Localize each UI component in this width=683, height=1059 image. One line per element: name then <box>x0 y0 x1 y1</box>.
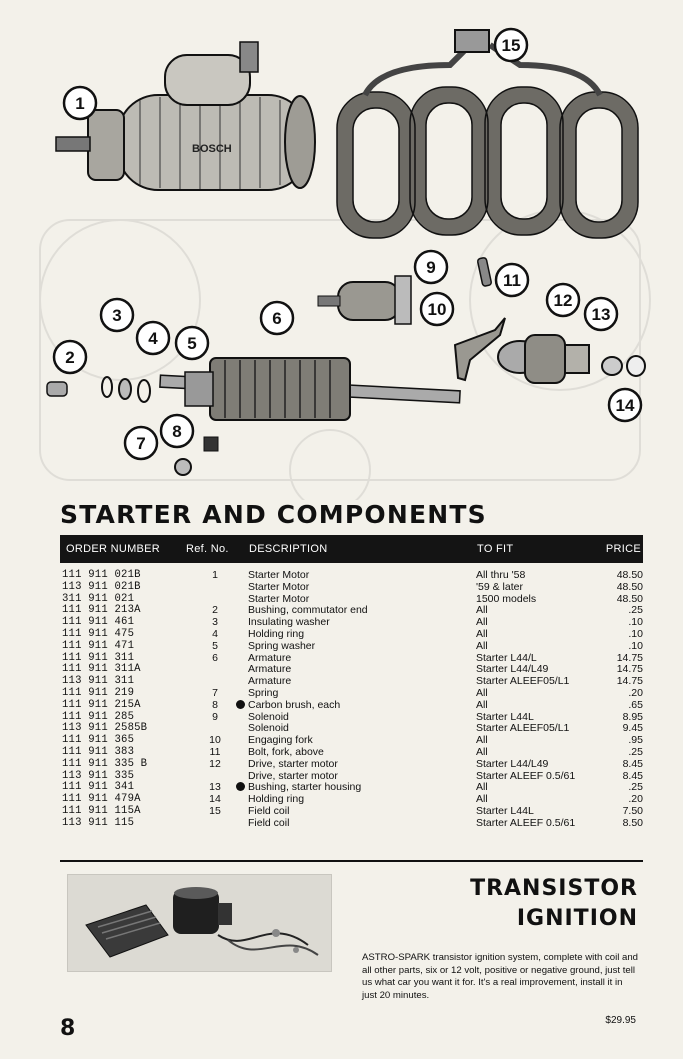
ref-no-cell: 13 <box>209 781 221 794</box>
section-divider <box>60 860 643 862</box>
engaging-fork-drawing <box>455 318 505 380</box>
ad-description: ASTRO-SPARK transistor ignition system, complete with coil and all other parts, six or 12 volt, positive or negative ground, just tell us what car you want it for. It's a real improvement, install it in just 20 minutes. <box>362 952 639 1001</box>
description-cell: Holding ring <box>248 793 305 806</box>
ref-no-cell: 15 <box>209 804 221 817</box>
order-number-cell: 111 911 285 <box>62 710 135 723</box>
to-fit-cell: All <box>476 686 488 699</box>
description-cell: Bushing, commutator end <box>248 604 368 617</box>
price-cell: 14.75 <box>616 651 643 664</box>
solenoid-drawing <box>318 276 411 324</box>
table-row <box>60 759 643 771</box>
price-cell: .95 <box>628 734 643 747</box>
table-row <box>60 570 643 582</box>
table-row <box>60 700 643 712</box>
description-cell: Armature <box>248 675 292 688</box>
svg-text:2: 2 <box>65 348 75 367</box>
order-number-cell: 113 911 335 <box>62 769 135 782</box>
to-fit-cell: All <box>476 793 488 806</box>
order-number-cell: 111 911 219 <box>62 686 135 699</box>
to-fit-cell: Starter L44/L <box>476 651 537 664</box>
bosch-label: BOSCH <box>192 143 232 155</box>
order-number-cell: 111 911 383 <box>62 745 135 758</box>
page-number: 8 <box>60 1016 76 1041</box>
callout-6 <box>261 302 293 334</box>
order-number-cell: 113 911 021B <box>62 580 141 593</box>
parts-table-body <box>60 570 643 830</box>
svg-text:10: 10 <box>427 300 447 319</box>
table-row <box>60 688 643 700</box>
description-cell: Starter Motor <box>248 592 310 605</box>
svg-text:9: 9 <box>426 258 436 277</box>
table-row <box>60 676 643 688</box>
callout-4 <box>137 322 169 354</box>
description-cell: Armature <box>248 663 292 676</box>
price-cell: 8.45 <box>622 769 643 782</box>
price-cell: 8.45 <box>622 757 643 770</box>
to-fit-cell: Starter ALEEF 0.5/61 <box>476 816 576 829</box>
ref-no-cell: 12 <box>209 757 221 770</box>
order-number-cell: 113 911 115 <box>62 816 135 829</box>
to-fit-cell: All <box>476 745 488 758</box>
description-cell: Carbon brush, each <box>248 698 341 711</box>
field-coil-drawing <box>337 30 638 238</box>
order-number-cell: 113 911 311 <box>62 675 135 688</box>
callout-7 <box>125 427 157 459</box>
to-fit-cell: All <box>476 604 488 617</box>
order-number-cell: 111 911 479A <box>62 793 141 806</box>
ad-title-line2: IGNITION <box>516 906 638 931</box>
table-row <box>60 641 643 653</box>
table-row <box>60 735 643 747</box>
price-cell: .20 <box>628 793 643 806</box>
table-row <box>60 723 643 735</box>
insulating-washer-drawing <box>102 377 112 397</box>
svg-text:14: 14 <box>615 396 635 415</box>
order-number-cell: 111 911 475 <box>62 627 135 640</box>
svg-text:12: 12 <box>553 291 573 310</box>
order-number-cell: 111 911 021B <box>62 569 141 581</box>
description-cell: Spring <box>248 686 279 699</box>
to-fit-cell: Starter ALEEF05/L1 <box>476 675 570 688</box>
price-cell: 14.75 <box>616 663 643 676</box>
price-cell: .25 <box>628 745 643 758</box>
header-price: PRICE <box>605 543 641 555</box>
order-number-cell: 311 911 021 <box>62 592 135 605</box>
spring-washer-drawing <box>138 380 150 402</box>
header-ref-no: Ref. No. <box>186 543 229 555</box>
to-fit-cell: Starter L44L <box>476 804 534 817</box>
ref-no-cell: 5 <box>212 639 218 652</box>
description-cell: Solenoid <box>248 722 289 735</box>
order-number-cell: 111 911 213A <box>62 604 141 617</box>
description-cell: Bolt, fork, above <box>248 745 324 758</box>
svg-text:6: 6 <box>272 309 282 328</box>
to-fit-cell: Starter L44/L49 <box>476 663 549 676</box>
callout-13 <box>585 298 617 330</box>
price-cell: 48.50 <box>616 592 643 605</box>
description-cell: Starter Motor <box>248 580 310 593</box>
ref-no-cell: 2 <box>212 604 218 617</box>
holding-ring-drawing <box>627 356 645 376</box>
header-order-number: ORDER NUMBER <box>66 543 161 555</box>
order-number-cell: 111 911 115A <box>62 804 141 817</box>
bullet-marker-icon <box>236 700 245 709</box>
ref-no-cell: 3 <box>212 616 218 629</box>
table-row <box>60 653 643 665</box>
price-cell: .10 <box>628 616 643 629</box>
ref-no-cell: 8 <box>212 698 218 711</box>
ignition-kit-photo <box>67 874 332 972</box>
ref-no-cell: 11 <box>209 745 221 758</box>
starter-exploded-diagram <box>0 0 683 500</box>
to-fit-cell: All <box>476 781 488 794</box>
ref-no-cell: 10 <box>209 734 221 747</box>
to-fit-cell: 1500 models <box>476 592 537 605</box>
description-cell: Bushing, starter housing <box>248 781 362 794</box>
to-fit-cell: All <box>476 698 488 711</box>
callout-3 <box>101 299 133 331</box>
table-row <box>60 582 643 594</box>
holding-ring-small-drawing <box>119 379 131 399</box>
price-cell: 48.50 <box>616 569 643 581</box>
description-cell: Insulating washer <box>248 616 330 629</box>
to-fit-cell: All <box>476 734 488 747</box>
callout-8 <box>161 415 193 447</box>
order-number-cell: 111 911 461 <box>62 616 135 629</box>
svg-text:11: 11 <box>503 271 521 290</box>
price-cell: .25 <box>628 604 643 617</box>
table-row <box>60 617 643 629</box>
table-row <box>60 794 643 806</box>
ref-no-cell: 9 <box>212 710 218 723</box>
description-cell: Drive, starter motor <box>248 769 338 782</box>
callout-9 <box>415 251 447 283</box>
order-number-cell: 113 911 2585B <box>62 722 148 735</box>
svg-text:7: 7 <box>136 434 146 453</box>
svg-text:8: 8 <box>172 422 182 441</box>
ad-title-line1: TRANSISTOR <box>470 876 638 901</box>
description-cell: Holding ring <box>248 627 305 640</box>
armature-drawing <box>160 358 460 420</box>
to-fit-cell: All <box>476 639 488 652</box>
description-cell: Field coil <box>248 804 290 817</box>
ref-no-cell: 7 <box>212 686 218 699</box>
price-cell: 14.75 <box>616 675 643 688</box>
to-fit-cell: Starter ALEEF05/L1 <box>476 722 570 735</box>
table-row <box>60 818 643 830</box>
svg-text:15: 15 <box>501 36 521 55</box>
commutator-bushing-drawing <box>47 382 67 396</box>
callout-12 <box>547 284 579 316</box>
order-number-cell: 111 911 215A <box>62 698 141 711</box>
table-header <box>60 535 643 563</box>
starter-motor-drawing <box>56 42 315 190</box>
price-cell: .10 <box>628 639 643 652</box>
table-row <box>60 747 643 759</box>
price-cell: 8.50 <box>622 816 643 829</box>
svg-text:5: 5 <box>187 334 197 353</box>
order-number-cell: 111 911 335 B <box>62 757 148 770</box>
svg-text:4: 4 <box>148 329 158 348</box>
bullet-marker-icon <box>236 782 245 791</box>
ref-no-cell: 4 <box>212 627 218 640</box>
callout-14 <box>609 389 641 421</box>
description-cell: Armature <box>248 651 292 664</box>
description-cell: Engaging fork <box>248 734 313 747</box>
price-cell: .10 <box>628 627 643 640</box>
price-cell: .65 <box>628 698 643 711</box>
bolt-drawing <box>477 257 492 286</box>
svg-text:1: 1 <box>75 94 85 113</box>
price-cell: .25 <box>628 781 643 794</box>
header-description: DESCRIPTION <box>249 543 328 555</box>
price-cell: 9.45 <box>622 722 643 735</box>
callout-5 <box>176 327 208 359</box>
section-title: STARTER AND COMPONENTS <box>60 500 487 529</box>
callout-11 <box>496 264 528 296</box>
price-cell: .20 <box>628 686 643 699</box>
spring-drawing <box>175 459 191 475</box>
to-fit-cell: '59 & later <box>476 580 523 593</box>
svg-text:3: 3 <box>112 306 122 325</box>
table-row <box>60 629 643 641</box>
to-fit-cell: Starter L44/L49 <box>476 757 549 770</box>
description-cell: Field coil <box>248 816 290 829</box>
price-cell: 7.50 <box>622 804 643 817</box>
callout-10 <box>421 293 453 325</box>
description-cell: Spring washer <box>248 639 316 652</box>
svg-text:13: 13 <box>591 305 611 324</box>
callout-1 <box>64 87 96 119</box>
table-row <box>60 806 643 818</box>
ad-title <box>470 874 638 934</box>
callout-15 <box>495 29 527 61</box>
header-to-fit: TO FIT <box>477 543 514 555</box>
order-number-cell: 111 911 341 <box>62 781 135 794</box>
to-fit-cell: All thru '58 <box>476 569 526 581</box>
order-number-cell: 111 911 471 <box>62 639 135 652</box>
to-fit-cell: Starter ALEEF 0.5/61 <box>476 769 576 782</box>
to-fit-cell: Starter L44L <box>476 710 534 723</box>
bushing-drawing <box>602 357 622 375</box>
carbon-brush-drawing <box>204 437 218 451</box>
ref-no-cell: 1 <box>212 569 218 581</box>
order-number-cell: 111 911 311A <box>62 663 141 676</box>
table-row <box>60 782 643 794</box>
order-number-cell: 111 911 365 <box>62 734 135 747</box>
price-cell: 8.95 <box>622 710 643 723</box>
callout-2 <box>54 341 86 373</box>
ad-price: $29.95 <box>605 1015 636 1026</box>
to-fit-cell: All <box>476 627 488 640</box>
to-fit-cell: All <box>476 616 488 629</box>
description-cell: Starter Motor <box>248 569 310 581</box>
description-cell: Drive, starter motor <box>248 757 338 770</box>
ref-no-cell: 6 <box>212 651 218 664</box>
description-cell: Solenoid <box>248 710 289 723</box>
order-number-cell: 111 911 311 <box>62 651 135 664</box>
table-row <box>60 605 643 617</box>
price-cell: 48.50 <box>616 580 643 593</box>
ref-no-cell: 14 <box>209 793 221 806</box>
